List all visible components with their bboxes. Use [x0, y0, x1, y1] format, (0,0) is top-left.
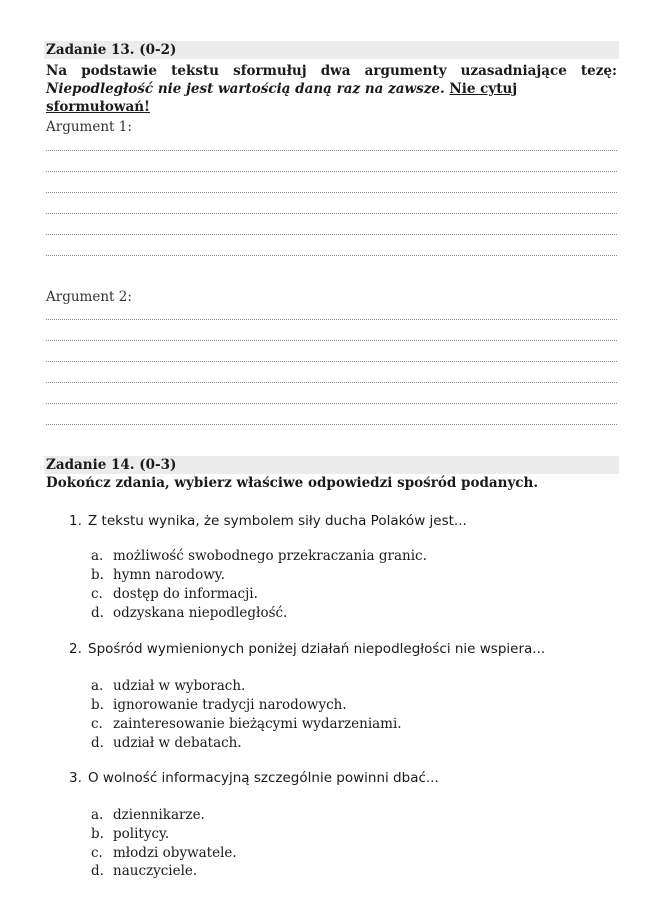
argument2-answer-line[interactable] — [46, 403, 617, 404]
argument1-answer-line[interactable] — [46, 255, 617, 256]
option-1a[interactable] — [91, 547, 427, 565]
question-number: 3. — [69, 770, 82, 786]
option-letter: b. — [91, 826, 104, 842]
option-text: udział w wyborach. — [113, 678, 246, 694]
option-2c[interactable] — [91, 715, 402, 733]
option-2b[interactable] — [91, 696, 347, 714]
task14-instruction: Dokończ zdania, wybierz właściwe odpowiedzi spośród podanych. — [46, 475, 539, 491]
option-2d[interactable] — [91, 734, 242, 752]
option-letter: a. — [91, 678, 104, 694]
option-letter: c. — [91, 716, 103, 732]
option-3c[interactable] — [91, 844, 237, 862]
option-3d[interactable] — [91, 862, 197, 880]
task13-header: Zadanie 13. (0-2) — [44, 41, 619, 59]
option-2a[interactable] — [91, 677, 245, 695]
option-text: nauczyciele. — [113, 863, 198, 879]
option-letter: a. — [91, 807, 104, 823]
option-text: politycy. — [113, 826, 170, 842]
argument2-answer-line[interactable] — [46, 340, 617, 341]
option-letter: a. — [91, 548, 104, 564]
question-text: Spośród wymienionych poniżej działań niepodległości nie wspiera... — [88, 641, 546, 657]
argument2-answer-line[interactable] — [46, 382, 617, 383]
option-text: zainteresowanie bieżącymi wydarzeniami. — [113, 716, 402, 732]
option-text: dostęp do informacji. — [113, 586, 258, 602]
option-letter: c. — [91, 845, 103, 861]
argument2-label: Argument 2: — [46, 289, 132, 305]
question-text: O wolność informacyjną szczególnie powinni dbać... — [88, 770, 439, 786]
argument1-answer-line[interactable] — [46, 192, 617, 193]
task13-thesis: Niepodległość nie jest wartością daną raz na zawsze. — [46, 81, 445, 97]
option-letter: c. — [91, 586, 103, 602]
question-text: Z tekstu wynika, że symbolem siły ducha Polaków jest... — [88, 513, 467, 529]
argument1-answer-line[interactable] — [46, 234, 617, 235]
task13-no-quote: Nie cytuj sformułowań! — [46, 81, 518, 115]
option-letter: d. — [91, 863, 104, 879]
argument1-label: Argument 1: — [46, 119, 132, 135]
option-3b[interactable] — [91, 825, 169, 843]
argument2-answer-line[interactable] — [46, 424, 617, 425]
option-text: odzyskana niepodległość. — [113, 605, 288, 621]
option-letter: b. — [91, 567, 104, 583]
question-2 — [69, 640, 545, 658]
argument1-answer-line[interactable] — [46, 213, 617, 214]
option-3a[interactable] — [91, 806, 205, 824]
option-1b[interactable] — [91, 566, 225, 584]
option-letter: d. — [91, 735, 104, 751]
argument1-answer-line[interactable] — [46, 171, 617, 172]
question-number: 2. — [69, 641, 82, 657]
question-1 — [69, 512, 467, 530]
argument2-answer-line[interactable] — [46, 319, 617, 320]
task13-instruction: Na podstawie tekstu sformułuj dwa argumenty uzasadniające tezę: — [46, 63, 617, 79]
argument1-answer-line[interactable] — [46, 150, 617, 151]
option-text: młodzi obywatele. — [113, 845, 237, 861]
option-letter: d. — [91, 605, 104, 621]
option-text: ignorowanie tradycji narodowych. — [113, 697, 347, 713]
option-text: możliwość swobodnego przekraczania granic. — [113, 548, 427, 564]
task13-thesis-line — [46, 80, 617, 116]
option-text: udział w debatach. — [113, 735, 242, 751]
question-3 — [69, 769, 439, 787]
option-1c[interactable] — [91, 585, 258, 603]
option-letter: b. — [91, 697, 104, 713]
option-text: dziennikarze. — [113, 807, 205, 823]
task14-header: Zadanie 14. (0-3) — [44, 456, 619, 474]
option-text: hymn narodowy. — [113, 567, 225, 583]
question-number: 1. — [69, 513, 82, 529]
option-1d[interactable] — [91, 604, 287, 622]
argument2-answer-line[interactable] — [46, 361, 617, 362]
